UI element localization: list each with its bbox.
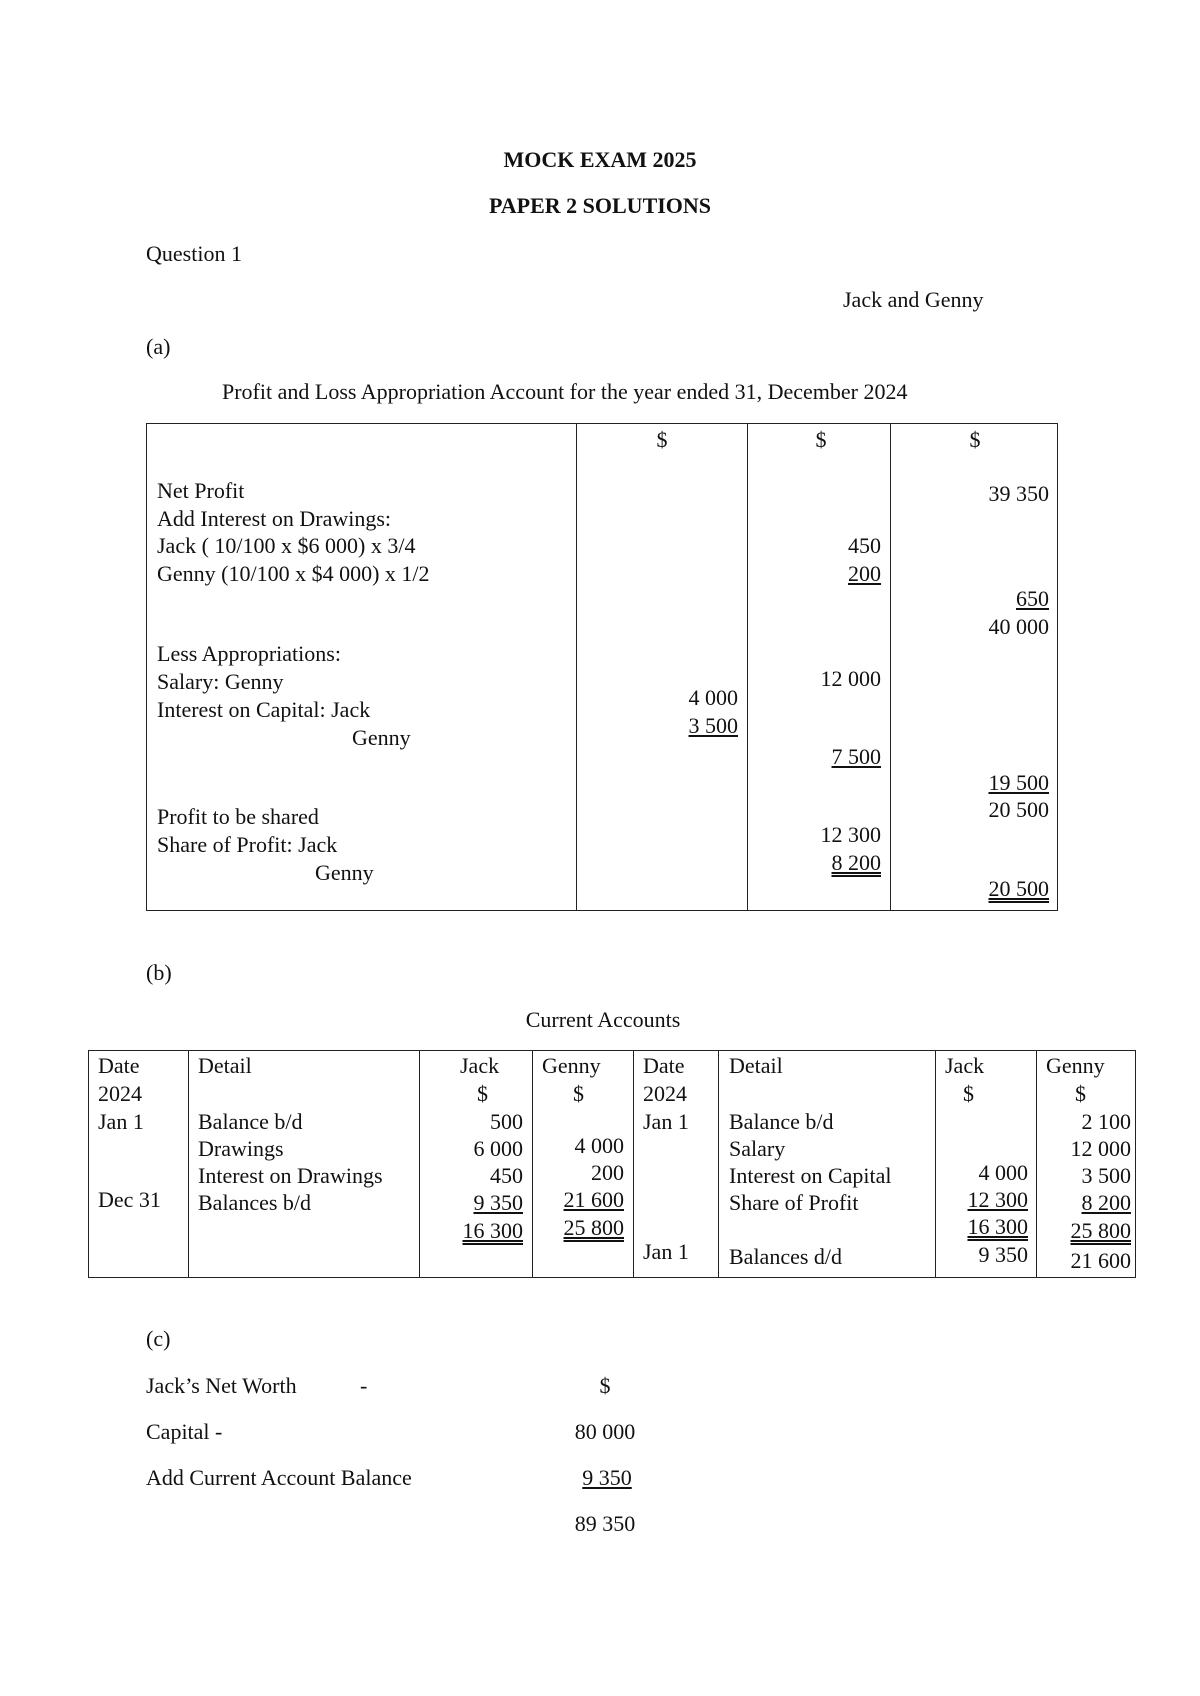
current-account-label: Add Current Account Balance <box>146 1465 412 1490</box>
firm-name: Jack and Genny <box>843 287 984 312</box>
column-divider <box>532 1050 533 1278</box>
entry-date: Jan 1 <box>643 1109 689 1134</box>
genny-total: 25 800 <box>1070 1218 1131 1243</box>
row-label: Less Appropriations: <box>157 641 341 666</box>
column-divider <box>633 1050 634 1278</box>
year-label: 2024 <box>98 1081 142 1106</box>
question-label: Question 1 <box>146 241 242 266</box>
genny-amount: 21 600 <box>563 1187 624 1212</box>
entry-date: Jan 1 <box>643 1239 689 1264</box>
net-worth-total: 89 350 <box>574 1511 636 1536</box>
column-header: Jack <box>945 1053 985 1078</box>
currency-header: $ <box>815 427 827 452</box>
amount-cell: 39 350 <box>988 481 1049 506</box>
column-divider <box>188 1050 189 1278</box>
net-worth-title: Jack’s Net Worth <box>146 1373 297 1398</box>
row-label: Genny <box>315 860 374 885</box>
column-divider <box>576 423 577 911</box>
amount-cell: 19 500 <box>988 770 1049 795</box>
row-label: Add Interest on Drawings: <box>157 506 392 531</box>
part-a-label: (a) <box>146 334 171 359</box>
entry-detail: Share of Profit <box>729 1190 859 1215</box>
jack-total: 16 300 <box>462 1218 523 1243</box>
genny-total: 25 800 <box>563 1215 624 1240</box>
row-label: Genny (10/100 x $4 000) x 1/2 <box>157 561 430 586</box>
jack-amount: 450 <box>490 1163 523 1188</box>
amount-cell: 650 <box>1016 586 1049 611</box>
amount-cell: 200 <box>848 561 881 586</box>
column-header: Detail <box>198 1053 252 1078</box>
genny-amount: 3 500 <box>1081 1163 1131 1188</box>
amount-cell: 7 500 <box>831 744 881 769</box>
net-worth-dash: - <box>360 1373 368 1398</box>
row-label: Salary: Genny <box>157 669 284 694</box>
column-divider <box>718 1050 719 1278</box>
genny-amount: 8 200 <box>1081 1190 1131 1215</box>
entry-detail: Balances d/d <box>729 1244 843 1269</box>
year-label: 2024 <box>643 1081 687 1106</box>
amount-cell: 20 500 <box>988 876 1049 901</box>
entry-detail: Balance b/d <box>729 1109 834 1134</box>
amount-cell: 12 000 <box>820 666 881 691</box>
amount-cell: 20 500 <box>988 797 1049 822</box>
genny-amount: 21 600 <box>1070 1248 1131 1273</box>
page-title: MOCK EXAM 2025 <box>503 147 697 172</box>
column-header: Jack <box>460 1053 500 1078</box>
entry-detail: Balances b/d <box>198 1190 312 1215</box>
current-account-value: 9 350 <box>582 1465 632 1490</box>
column-header: Detail <box>729 1053 783 1078</box>
jack-amount: 12 300 <box>967 1187 1028 1212</box>
currency-header: $ <box>573 1081 584 1106</box>
amount-cell: 12 300 <box>820 822 881 847</box>
entry-date: Jan 1 <box>98 1109 144 1134</box>
jack-amount: 500 <box>490 1109 523 1134</box>
currency-header: $ <box>1075 1081 1086 1106</box>
currency-header: $ <box>656 427 668 452</box>
currency-header: $ <box>963 1081 974 1106</box>
amount-cell: 3 500 <box>688 713 738 738</box>
appropriation-heading: Profit and Loss Appropriation Account for the year ended 31, December 2024 <box>222 379 908 404</box>
entry-detail: Interest on Drawings <box>198 1163 383 1188</box>
column-header: Genny <box>1046 1053 1105 1078</box>
jack-amount: 9 350 <box>978 1242 1028 1267</box>
column-header: Date <box>98 1053 140 1078</box>
jack-amount: 6 000 <box>473 1136 523 1161</box>
row-label: Net Profit <box>157 478 245 503</box>
genny-amount: 200 <box>591 1160 624 1185</box>
part-b-label: (b) <box>146 960 172 985</box>
amount-cell: 40 000 <box>988 614 1049 639</box>
jack-amount: 4 000 <box>978 1160 1028 1185</box>
entry-detail: Balance b/d <box>198 1109 303 1134</box>
row-label: Genny <box>352 725 411 750</box>
currency-header: $ <box>599 1373 611 1398</box>
current-accounts-heading: Current Accounts <box>525 1007 681 1032</box>
column-divider <box>890 423 891 911</box>
entry-detail: Interest on Capital <box>729 1163 892 1188</box>
capital-value: 80 000 <box>574 1419 636 1444</box>
entry-detail: Salary <box>729 1136 786 1161</box>
genny-amount: 4 000 <box>574 1133 624 1158</box>
amount-cell: 450 <box>848 533 881 558</box>
part-c-label: (c) <box>146 1326 171 1351</box>
column-header: Genny <box>542 1053 601 1078</box>
entry-detail: Drawings <box>198 1136 284 1161</box>
capital-label: Capital - <box>146 1419 223 1444</box>
column-divider <box>1036 1050 1037 1278</box>
genny-amount: 12 000 <box>1070 1136 1131 1161</box>
amount-cell: 8 200 <box>831 850 881 875</box>
currency-header: $ <box>477 1081 488 1106</box>
column-divider <box>935 1050 936 1278</box>
genny-amount: 2 100 <box>1081 1109 1131 1134</box>
amount-cell: 4 000 <box>688 685 738 710</box>
column-header: Date <box>643 1053 685 1078</box>
column-divider <box>419 1050 420 1278</box>
page-subtitle: PAPER 2 SOLUTIONS <box>488 193 712 218</box>
jack-amount: 9 350 <box>473 1190 523 1215</box>
entry-date: Dec 31 <box>98 1187 161 1212</box>
column-divider <box>747 423 748 911</box>
row-label: Share of Profit: Jack <box>157 832 338 857</box>
row-label: Jack ( 10/100 x $6 000) x 3/4 <box>157 533 416 558</box>
currency-header: $ <box>969 427 981 452</box>
row-label: Profit to be shared <box>157 804 319 829</box>
row-label: Interest on Capital: Jack <box>157 697 371 722</box>
jack-total: 16 300 <box>967 1214 1028 1239</box>
